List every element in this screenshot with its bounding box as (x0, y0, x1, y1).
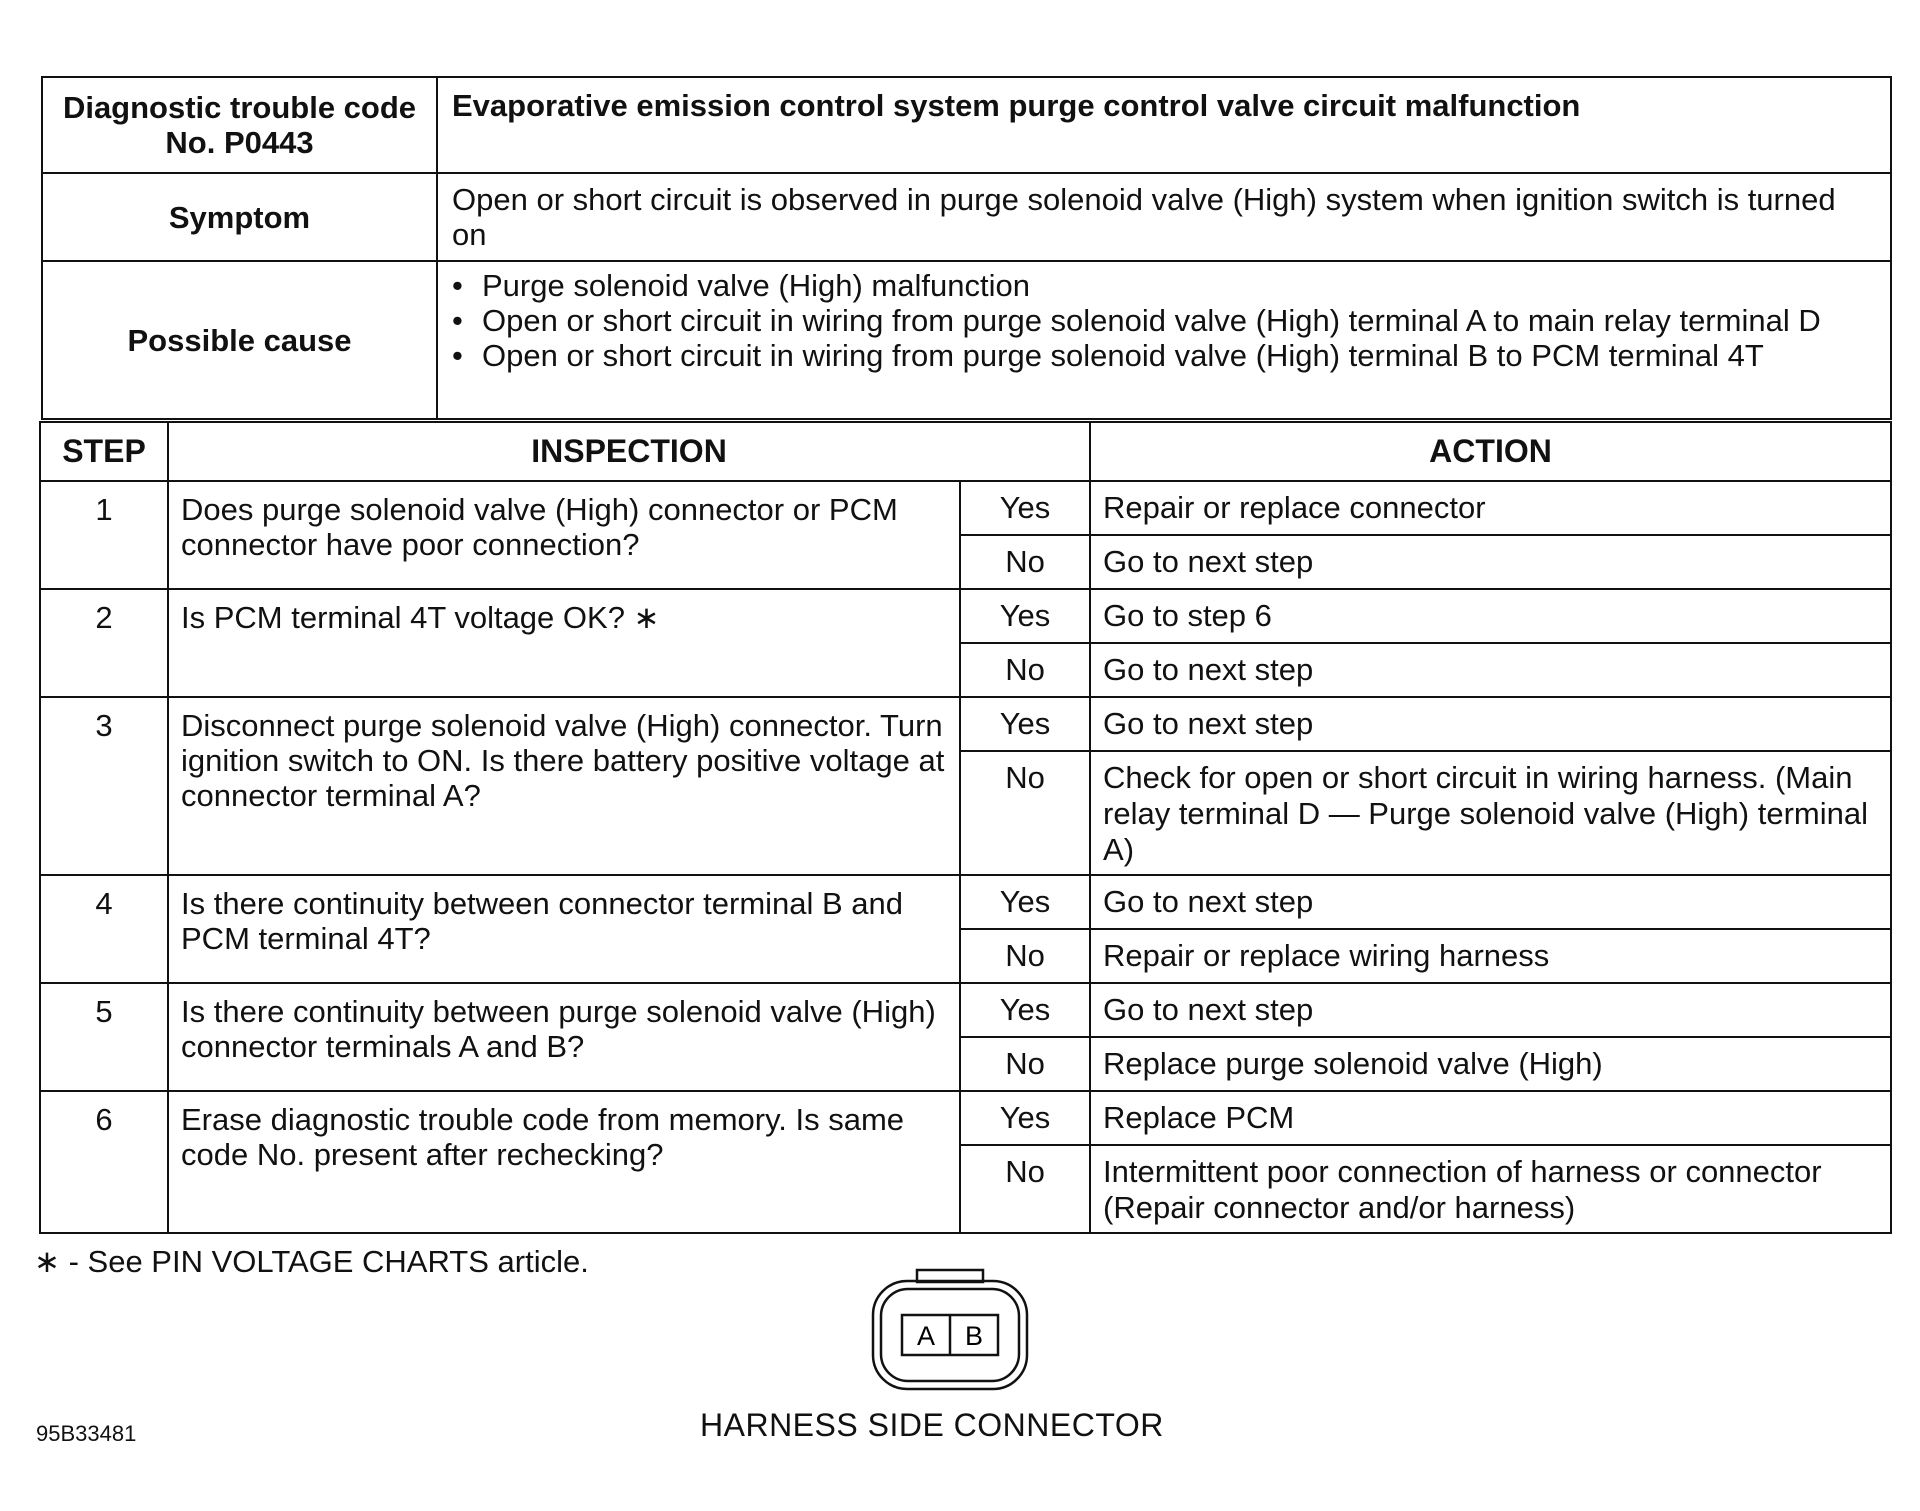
step-row-yes (40, 875, 1891, 929)
terminal-a-label: A (916, 1321, 936, 1351)
symptom-label: Symptom (42, 173, 437, 261)
possible-cause-label: Possible cause (42, 261, 437, 419)
no-action: Intermittent poor connection of harness or connector (Repair connector and/or harness) (1090, 1145, 1891, 1233)
step-number: 4 (40, 875, 168, 983)
footnote: ∗ - See PIN VOLTAGE CHARTS article. (34, 1244, 589, 1279)
step-row-yes (40, 481, 1891, 535)
step-number: 3 (40, 697, 168, 875)
steps-header-row (40, 422, 1891, 481)
yes-label: Yes (960, 589, 1090, 643)
step-row-yes (40, 589, 1891, 643)
step-number: 1 (40, 481, 168, 589)
dtc-title: Evaporative emission control system purge control valve circuit malfunction (437, 77, 1891, 173)
yes-label: Yes (960, 1091, 1090, 1145)
yes-label: Yes (960, 983, 1090, 1037)
yes-label: Yes (960, 481, 1090, 535)
yes-action: Go to next step (1090, 697, 1891, 751)
terminal-b-label: B (964, 1321, 984, 1351)
possible-cause-list (438, 262, 1890, 377)
no-label: No (960, 929, 1090, 983)
yes-action: Repair or replace connector (1090, 481, 1891, 535)
dtc-header-table (41, 76, 1892, 420)
yes-action: Go to next step (1090, 875, 1891, 929)
symptom-text: Open or short circuit is observed in purge solenoid valve (High) system when ignition switch is turned on (437, 173, 1891, 261)
inspection-header: INSPECTION (168, 422, 1090, 481)
no-action: Replace purge solenoid valve (High) (1090, 1037, 1891, 1091)
step-header: STEP (40, 422, 168, 481)
step-number: 5 (40, 983, 168, 1091)
no-action: Repair or replace wiring harness (1090, 929, 1891, 983)
inspection-text: Does purge solenoid valve (High) connector or PCM connector have poor connection? (168, 481, 960, 589)
action-header: ACTION (1090, 422, 1891, 481)
inspection-text: Is PCM terminal 4T voltage OK? ∗ (168, 589, 960, 697)
no-action: Check for open or short circuit in wiring harness. (Main relay terminal D — Purge solenoid valve (High) terminal A) (1090, 751, 1891, 875)
inspection-text: Erase diagnostic trouble code from memory. Is same code No. present after rechecking? (168, 1091, 960, 1233)
cause-item: • Purge solenoid valve (High) malfunction (482, 268, 1876, 303)
step-number: 6 (40, 1091, 168, 1233)
step-row-yes (40, 697, 1891, 751)
possible-cause-cell (437, 261, 1891, 419)
dtc-label: Diagnostic trouble code No. P0443 (42, 77, 437, 173)
no-label: No (960, 1037, 1090, 1091)
harness-connector-diagram (870, 1268, 1030, 1392)
yes-label: Yes (960, 875, 1090, 929)
figure-code: 95B33481 (36, 1421, 137, 1446)
no-label: No (960, 751, 1090, 875)
yes-action: Go to next step (1090, 983, 1891, 1037)
no-label: No (960, 1145, 1090, 1233)
cause-item: • Open or short circuit in wiring from purge solenoid valve (High) terminal B to PCM terminal 4T (482, 338, 1876, 373)
no-action: Go to next step (1090, 535, 1891, 589)
step-number: 2 (40, 589, 168, 697)
inspection-steps-table (39, 421, 1892, 1234)
inspection-text: Disconnect purge solenoid valve (High) connector. Turn ignition switch to ON. Is there battery positive voltage at connector terminal A? (168, 697, 960, 875)
yes-action: Replace PCM (1090, 1091, 1891, 1145)
cause-item: • Open or short circuit in wiring from purge solenoid valve (High) terminal A to main relay terminal D (482, 303, 1876, 338)
yes-action: Go to step 6 (1090, 589, 1891, 643)
connector-caption: HARNESS SIDE CONNECTOR (700, 1407, 1164, 1443)
no-action: Go to next step (1090, 643, 1891, 697)
inspection-text: Is there continuity between purge solenoid valve (High) connector terminals A and B? (168, 983, 960, 1091)
step-row-yes (40, 983, 1891, 1037)
inspection-text: Is there continuity between connector terminal B and PCM terminal 4T? (168, 875, 960, 983)
step-row-yes (40, 1091, 1891, 1145)
no-label: No (960, 643, 1090, 697)
yes-label: Yes (960, 697, 1090, 751)
no-label: No (960, 535, 1090, 589)
